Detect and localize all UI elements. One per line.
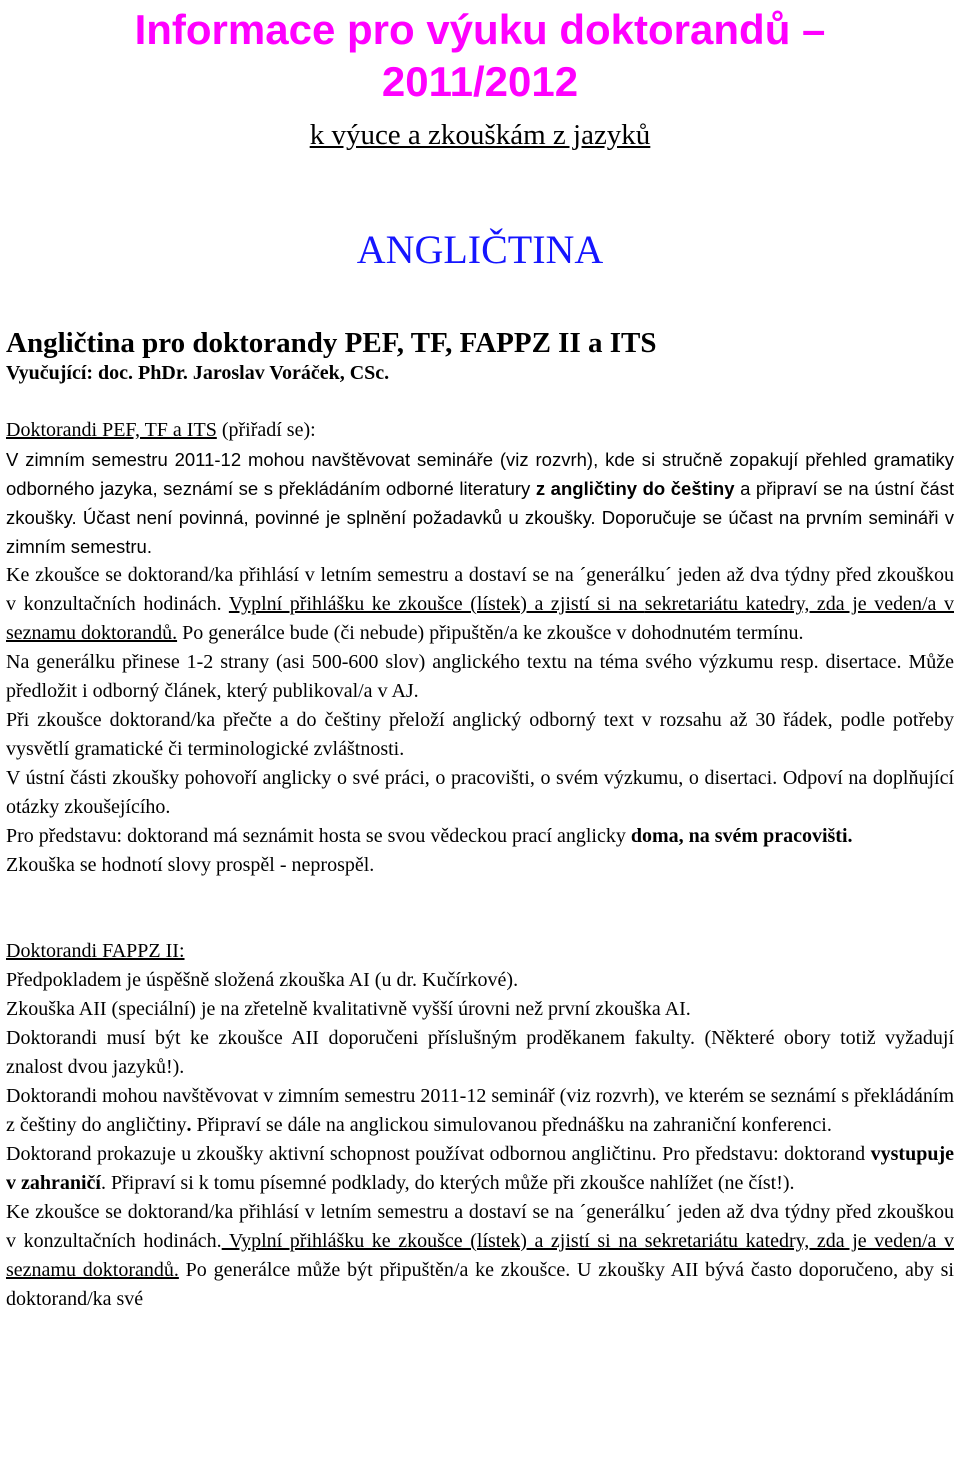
section-fappz [0,937,960,1314]
text-run: Po generálce může být připuštěn/a ke zkoušce. U zkoušky AII bývá často doporučeno, aby si doktorand/ka své [6,1259,954,1310]
paragraph [6,561,954,648]
section-pef-tf-its [0,416,960,880]
paragraph: Doktorandi musí být ke zkoušce AII doporučeni příslušným proděkanem fakulty. (Některé obory totiž vyžadují znalost dvou jazyků!). [6,1027,954,1078]
paragraph: Předpokladem je úspěšně složená zkouška AI (u dr. Kučírkové). [6,969,519,991]
paragraph [6,822,954,851]
text-run: Ke zkoušce se doktorand/ka přihlásí v letním semestru a dostaví se na ´generálku´ jeden až dva týdny před zkouškou v konzultačních hodinách. [6,564,954,615]
paragraph: Při zkoušce doktorand/ka přečte a do češtiny přeloží anglický odborný text v rozsahu až 30 řádek, podle potřeby vysvětlí gramatické či terminologické zvláštnosti. [6,709,954,760]
section-heading-bold: Doktorandi PEF, TF a ITS [6,419,217,441]
page-title [0,0,960,108]
text-run: V zimním semestru 2011-12 mohou navštěvovat semináře (viz rozvrh), kde si stručně zopakují přehled gramatiky odborného jazyka, seznámí se s překládáním odborné literatury [6,449,954,499]
section-heading [6,416,954,445]
course-teacher: Vyučující: doc. PhDr. Jaroslav Voráček, CSc. [6,362,390,384]
paragraph: V ústní části zkoušky pohovoří anglicky o své práci, o pracovišti, o svém výzkumu, o disertaci. Odpoví na doplňující otázky zkoušejícího. [6,767,954,818]
title-line-2: 2011/2012 [381,58,579,105]
paragraph [6,445,954,561]
section-heading-rest: (přiřadí se): [216,419,316,441]
paragraph: Na generálku přinese 1-2 strany (asi 500-600 slov) anglického textu na téma svého výzkumu resp. disertace. Může předložit i odborný článek, který publikoval/a v AJ. [6,651,954,702]
text-run: Připraví se dále na anglickou simulovanou přednášku na zahraniční konferenci. [191,1114,832,1136]
course-title: Angličtina pro doktorandy PEF, TF, FAPPZ II a ITS [6,327,657,359]
section-heading: Doktorandi FAPPZ II: [6,940,185,962]
text-run-bold: vystupuje v zahraničí [6,1143,954,1194]
text-run-underlined: Vyplní přihlášku ke zkoušce (lístek) a zjistí si na sekretariátu katedry, zda je veden/a v seznamu doktorandů. [6,1230,954,1281]
text-run: . Připraví si k tomu písemné podklady, do kterých může při zkoušce nahlížet (ne číst!). [101,1172,795,1194]
text-run-bold: doma, na svém pracovišti. [630,825,853,847]
text-run-bold: z angličtiny do češtiny [535,478,735,499]
text-run-underlined: Vyplní přihlášku ke zkoušce (lístek) a zjistí si na [228,593,645,615]
text-run-underlined: sekretariátu katedry, zda je veden/a v seznamu doktorandů. [6,593,954,644]
paragraph [6,1082,954,1140]
paragraph: Zkouška AII (speciální) je na zřetelně kvalitativně vyšší úrovni než první zkouška AI. [6,998,691,1020]
text-run: Doporučuje se účast na prvním semináři v zimním semestru. [6,507,954,557]
language-heading: ANGLIČTINA [356,227,604,272]
paragraph [6,1198,954,1314]
text-run: Po generálce bude (či nebude) připuštěn/a ke zkoušce v dohodnutém termínu. [177,622,804,644]
paragraph [6,1140,954,1198]
text-run: a připraví se na ústní část zkoušky. Účast není povinná, povinné je splnění požadavků u zkoušky. [6,478,954,528]
text-run: Doktorand prokazuje u zkoušky aktivní schopnost používat odbornou angličtinu. Pro představu: doktorand [6,1143,871,1165]
text-run: Doktorandi mohou navštěvovat v zimním semestru 2011-12 seminář (viz rozvrh), ve kterém se seznámí s překládáním z češtiny do angličtiny [6,1085,954,1136]
text-run: Ke zkoušce se doktorand/ka přihlásí v letním semestru a dostaví se na ´generálku´ jeden až dva týdny před zkouškou v konzultačních hodinách. [6,1201,954,1252]
paragraph: Zkouška se hodnotí slovy prospěl - neprospěl. [6,854,375,876]
page-subtitle: k výuce a zkouškám z jazyků [309,119,651,151]
title-line-1: Informace pro výuku doktorandů – [134,6,826,53]
text-run: Pro představu: doktorand má seznámit hosta se svou vědeckou prací anglicky [6,825,631,847]
text-run-bold: . [186,1114,192,1136]
